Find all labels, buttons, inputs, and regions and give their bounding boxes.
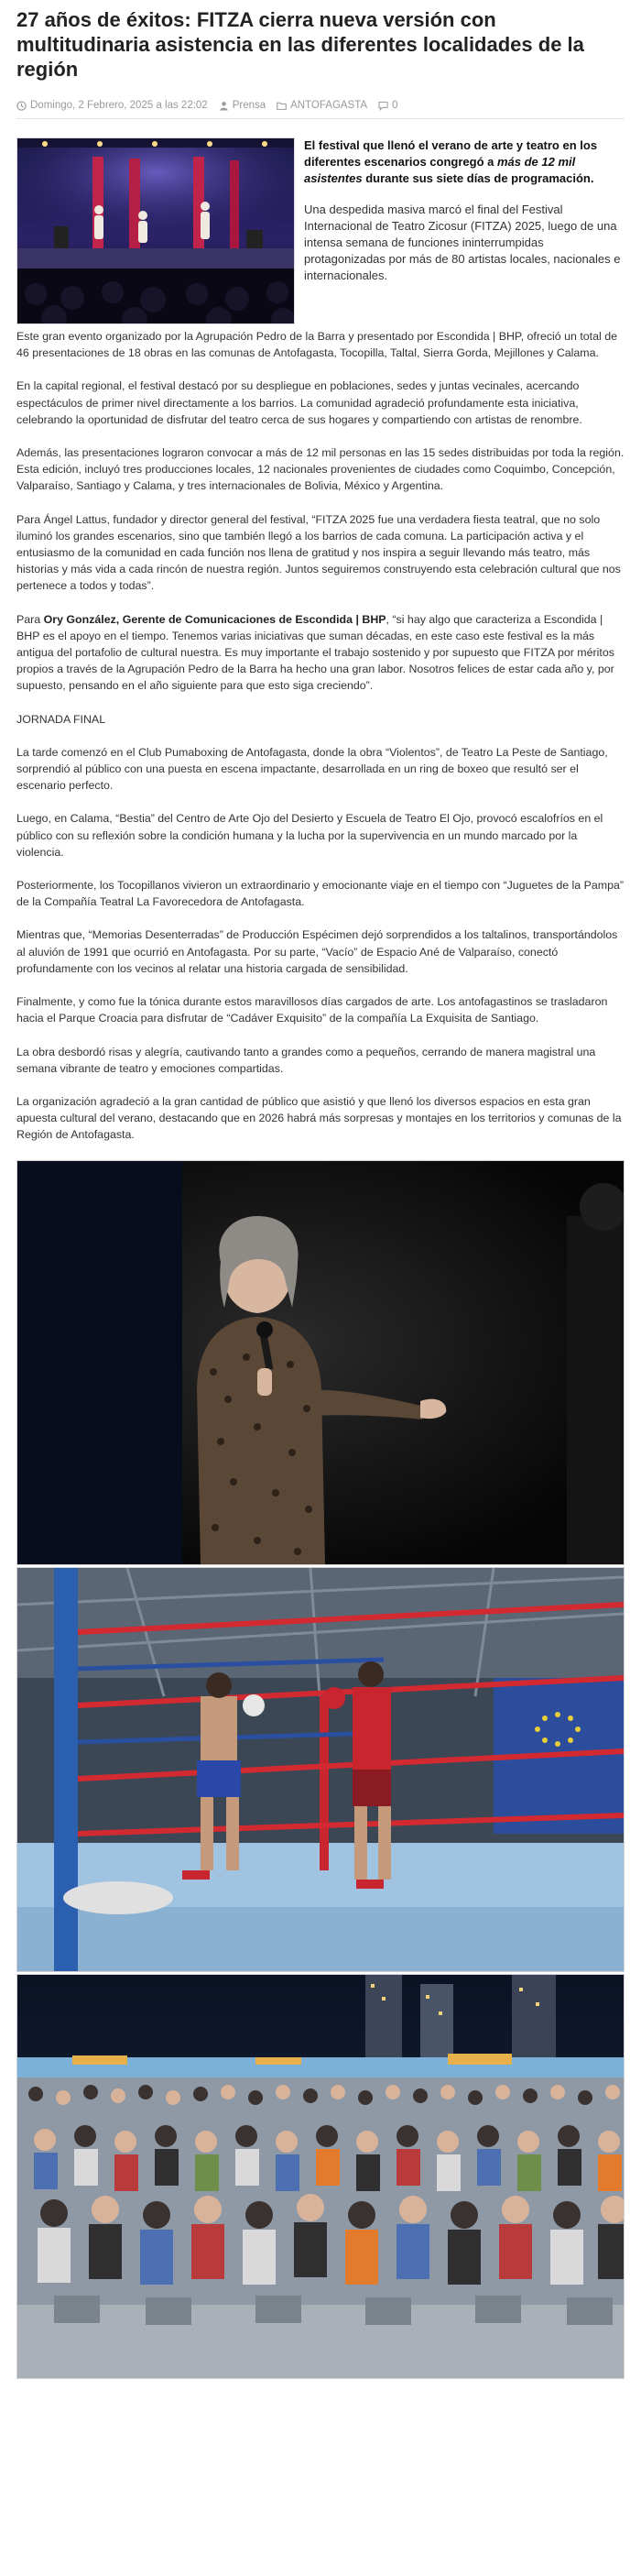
speaker-photo-image <box>17 1161 624 1564</box>
paragraph: En la capital regional, el festival destacó por su despliegue en poblaciones, sedes y juntas vecinales, acercando espectáculos de primer nivel directamente a los barrios. La comunidad agradeció profundamente esta iniciativa, celebrando la oportunidad de disfrutar del teatro cerca de sus hogares y compartiendo con artistas de renombre. <box>16 379 582 426</box>
lead-bold-italic: más de 12 mil asistentes <box>304 155 576 185</box>
meta-author[interactable] <box>219 100 266 111</box>
audience-photo-image <box>17 1975 624 2378</box>
photo-gallery <box>16 1160 625 2379</box>
stage-scene-image <box>17 138 295 324</box>
paragraph: Para Ángel Lattus, fundador y director general del festival, “FITZA 2025 fue una verdadera fiesta teatral, que no solo iluminó los grandes escenarios, sino que también llegó a los barrios de cada comuna. La participación activa y el entusiasmo de la comunidad en cada función nos llena de gratitud y nos inspira a seguir llevando más teatro, más historias y más vida a cada rincón de nuestra región. Juntos seguiremos construyendo esta celebración cultural que nos pertenece a todos y todas”. <box>16 512 621 593</box>
article-body <box>16 328 625 1144</box>
paragraph: Posteriormente, los Tocopillanos vivieron un extraordinario y emocionante viaje en el tiempo con “Juguetes de la Pampa” de la Compañía Teatral La Favorecedora de Antofagasta. <box>16 879 625 909</box>
meta-date <box>16 100 208 111</box>
quote-prefix: Para <box>16 612 44 626</box>
meta-category-link[interactable]: ANTOFAGASTA <box>290 100 368 111</box>
paragraph: Este gran evento organizado por la Agrupación Pedro de la Barra y presentado por Escondida | BHP, ofreció un total de 46 presentaciones de 18 obras en las comunas de Antofagasta, Tocopilla, Taltal, Sierra Gorda, Mejillones y Calama. <box>16 330 617 360</box>
comment-icon <box>378 101 388 111</box>
meta-author-link[interactable]: Prensa <box>232 100 266 111</box>
paragraph: Luego, en Calama, “Bestia” del Centro de Arte Ojo del Desierto y Escuela de Teatro El Ojo, provocó escalofríos en el público con su reflexión sobre la condición humana y la lucha por la supervivencia en un mundo marcado por la violencia. <box>16 812 603 859</box>
quote-text: , “si hay algo que caracteriza a Escondida | BHP es el apoyo en el tiempo. Tenemos varias iniciativas que suman décadas, en este caso este festival es la más antigua del portafolio de cultural nuestra. Es muy importante el trabajo sostenido y por supuesto que FITZA por méritos propios a través de la Agrupación Pedro de la Barra ha hecho una gran labor. Nosotros felices de estar cada año y, por supuesto, pensando en el año siguiente para que esto siga creciendo”. <box>16 612 614 693</box>
lead-bold-b: durante sus siete días de programación. <box>365 171 594 185</box>
lead-stage-photo <box>16 137 295 324</box>
article-title: 27 años de éxitos: FITZA cierra nueva versión con multitudinaria asistencia en las diferentes localidades de la región <box>16 8 584 81</box>
meta-date-text: Domingo, 2 Febrero, 2025 a las 22:02 <box>30 100 208 111</box>
folder-icon <box>277 101 287 111</box>
gallery-photo-speaker <box>16 1160 625 1565</box>
paragraph-quote <box>16 611 625 695</box>
paragraph: Mientras que, “Memorias Desenterradas” de Producción Espécimen dejó sorprendidos a los taltalinos, transportándolos al aluvión de 1991 que ocurrió en Antofagasta. Por su parte, “Vacío” de Espacio Ané de Valparaíso, conectó profundamente con los vecinos al relatar una historia cargada de sensibilidad. <box>16 928 618 975</box>
paragraph: La tarde comenzó en el Club Pumaboxing de Antofagasta, donde la obra “Violentos”, de Teatro La Peste de Santiago, sorprendió al público con una puesta en escena impactante, desarrollada en un ring de boxeo que resultó ser el escenario perfecto. <box>16 745 608 793</box>
paragraph: La organización agradeció a la gran cantidad de público que asistió y que llenó los diversos espacios en esta gran apuesta cultural del verano, destacando que en 2026 habrá más sorpresas y montajes en los territorios y comunas de la Región de Antofagasta. <box>16 1094 622 1142</box>
user-icon <box>219 101 229 111</box>
meta-comments[interactable] <box>378 100 397 111</box>
gallery-photo-boxing-ring <box>16 1567 625 1972</box>
lead-section <box>16 137 625 284</box>
lead-paragraph: Una despedida masiva marcó el final del Festival Internacional de Teatro Zicosur (FITZA) 2025, luego de una intensa semana de funciones ininterrumpidas protagonizadas por más de 80 artistas locales, nacionales e internacionales. <box>304 203 621 282</box>
paragraph: La obra desbordó risas y alegría, cautivando tanto a grandes como a pequeños, cerrando de manera magistral una semana vibrante de teatro y emociones compartidas. <box>16 1045 596 1075</box>
boxing-ring-photo-image <box>17 1568 624 1971</box>
meta-comments-count[interactable]: 0 <box>392 100 398 111</box>
section-heading: JORNADA FINAL <box>16 712 106 726</box>
paragraph: Además, las presentaciones lograron convocar a más de 12 mil personas en las 15 sedes distribuidas por toda la región. Esta edición, incluyó tres producciones locales, 12 nacionales provenientes de ciudades como Coquimbo, Concepción, Valparaíso, Santiago y Calama, y tres internacionales de Bolivia, México y Argentina. <box>16 446 625 493</box>
quote-speaker: Ory González, Gerente de Comunicaciones de Escondida | BHP <box>43 612 386 626</box>
meta-category[interactable] <box>277 100 367 111</box>
paragraph: Finalmente, y como fue la tónica durante estos maravillosos días cargados de arte. Los antofagastinos se trasladaron hacia el Parque Croacia para disfrutar de “Cadáver Exquisito” de la compañía La Exquisita de Santiago. <box>16 995 608 1025</box>
article-meta <box>16 100 625 119</box>
clock-icon <box>16 101 27 111</box>
gallery-photo-audience <box>16 1974 625 2379</box>
lead-bold-a: El festival que llenó el verano de arte y teatro en los diferentes escenarios congregó a <box>304 138 598 169</box>
